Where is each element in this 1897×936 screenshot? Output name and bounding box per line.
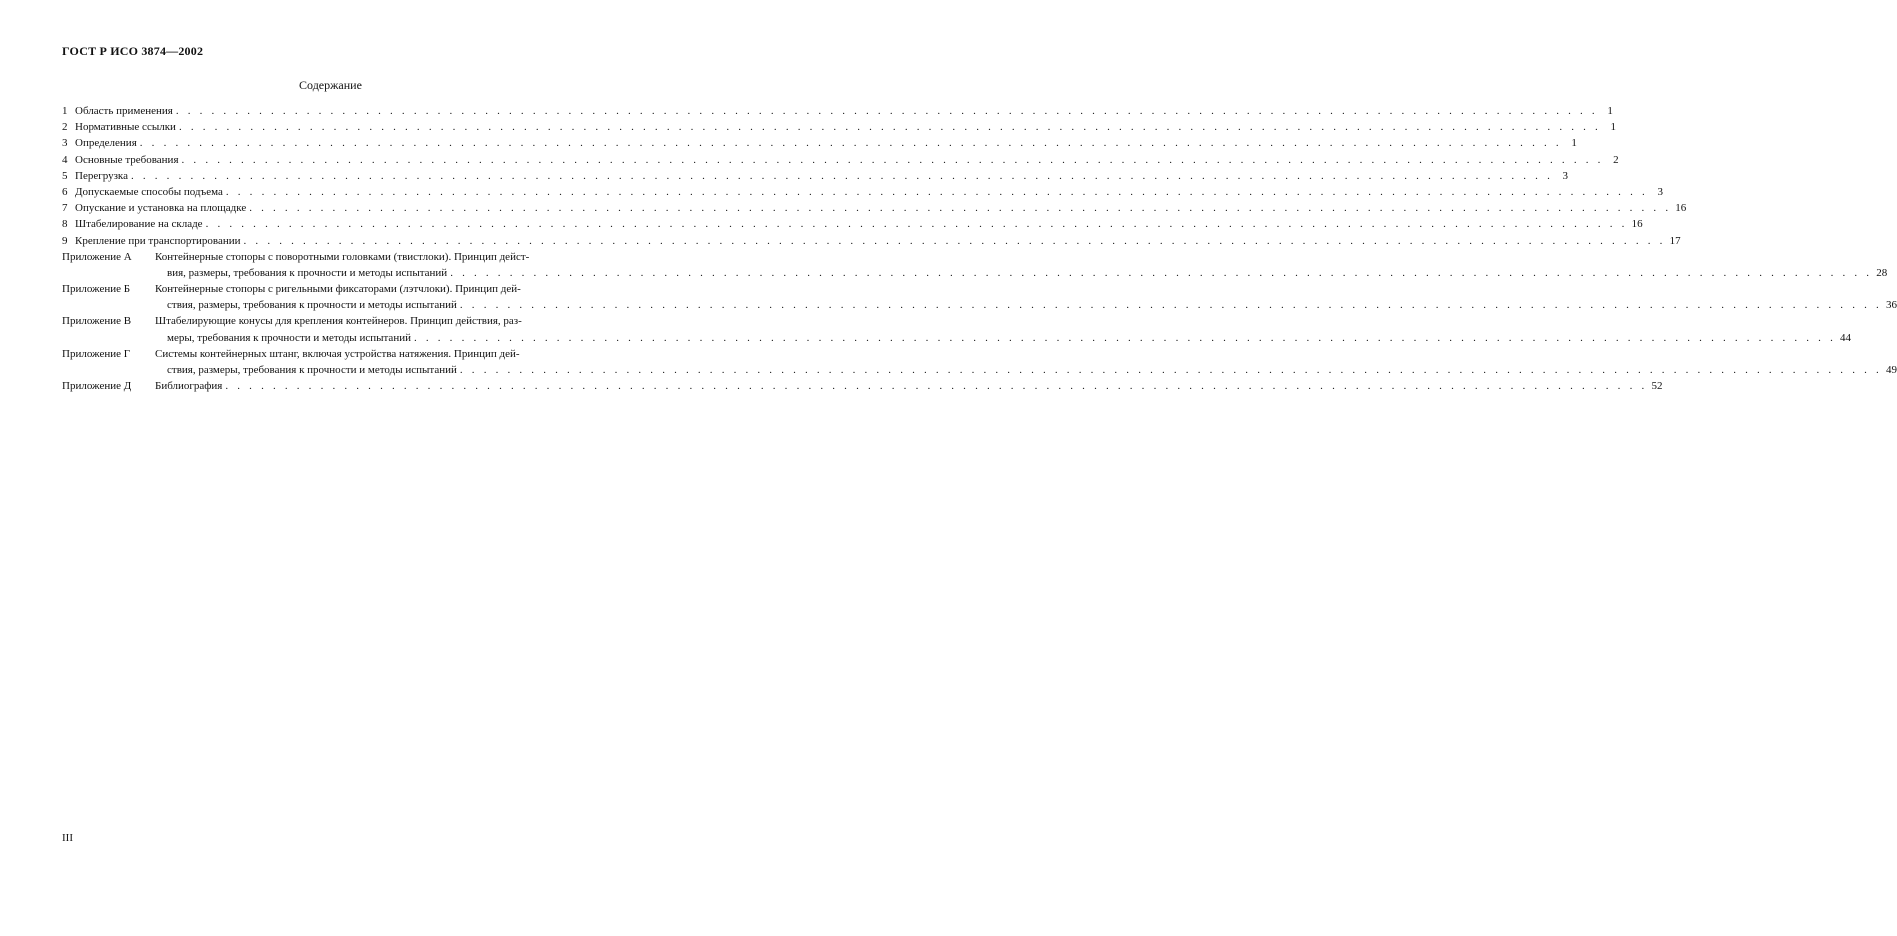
toc-entry-page: 49 [1885, 364, 1897, 376]
dot-leader [131, 168, 1553, 184]
toc-entry-page: 16 [1631, 218, 1643, 231]
toc-title: Содержание [299, 78, 362, 92]
toc-entry-number: 3 [62, 137, 68, 150]
appendix-prefix: Приложение Д [62, 380, 132, 393]
dot-leader [244, 233, 1666, 249]
appendix-prefix: Приложение Г [62, 347, 131, 360]
dot-leader [206, 216, 1628, 232]
dot-leader [414, 330, 1836, 346]
dot-leader [179, 119, 1601, 135]
dot-leader [249, 200, 1671, 216]
toc-entry-label: Опускание и установка на площадке [75, 202, 247, 215]
toc-appendix-b[interactable] [62, 281, 1897, 313]
appendix-title-line1: Контейнерные стопоры с поворотными головками (твистлоки). Принцип дейст- [155, 250, 530, 263]
appendix-title-line2: меры, требования к прочности и методы испытаний [167, 331, 411, 344]
appendix-prefix: Приложение В [62, 315, 132, 328]
toc-entry-5[interactable] [62, 168, 1569, 184]
toc-entry-8[interactable] [62, 216, 1643, 232]
toc-entry-page: 3 [1657, 185, 1663, 198]
appendix-title-line2: ствия, размеры, требования к прочности и методы испытаний [167, 299, 457, 312]
appendix-prefix: Приложение А [62, 250, 132, 263]
toc-appendix-v[interactable] [62, 313, 1852, 345]
appendix-title-line1: Системы контейнерных штанг, включая устройства натяжения. Принцип дей- [155, 347, 520, 360]
toc-entry-page: 28 [1876, 266, 1888, 279]
toc-entry-2[interactable] [62, 119, 1616, 135]
toc-entry-number: 5 [62, 169, 68, 182]
toc-entry-number: 8 [62, 218, 68, 231]
appendix-prefix: Приложение Б [62, 283, 131, 296]
toc-entry-label: Перегрузка [75, 169, 128, 182]
toc-entry-3[interactable] [62, 135, 1577, 151]
toc-entry-number: 9 [62, 234, 68, 247]
toc-entry-page: 1 [1607, 105, 1613, 117]
toc-entry-label: Нормативные ссылки [75, 121, 176, 134]
toc-entry-label: Область применения [75, 105, 173, 117]
dot-leader [460, 362, 1882, 378]
toc-entry-number: 4 [62, 153, 68, 166]
toc-appendix-d[interactable] [62, 378, 1663, 394]
appendix-title-line1: Контейнерные стопоры с ригельными фиксаторами (лэтчлоки). Принцип дей- [155, 283, 521, 296]
toc-entry-number: 2 [62, 121, 68, 134]
toc-appendix-a[interactable] [62, 249, 1888, 281]
toc-entry-label: Крепление при транспортировании [75, 234, 241, 247]
toc-entry-page: 16 [1675, 202, 1687, 215]
toc-entry-page: 36 [1885, 299, 1897, 312]
toc-entry-page: 52 [1651, 380, 1663, 393]
toc-entry-6[interactable] [62, 184, 1663, 200]
dot-leader [182, 152, 1604, 168]
dot-leader [226, 184, 1648, 200]
document-code: ГОСТ Р ИСО 3874—2002 [62, 44, 204, 58]
toc-entry-page: 1 [1610, 121, 1616, 134]
toc-entry-4[interactable] [62, 152, 1619, 168]
toc-entry-label: Библиография [155, 380, 223, 393]
dot-leader [140, 135, 1562, 151]
dot-leader [450, 265, 1872, 281]
toc-entry-page: 3 [1562, 169, 1569, 182]
toc-entry-label: Основные требования [75, 153, 179, 166]
toc-entry-7[interactable] [62, 200, 1687, 216]
dot-leader [225, 378, 1647, 394]
toc-entry-page: 44 [1840, 331, 1852, 344]
toc-entry-number: 1 [62, 105, 68, 117]
toc-appendix-g[interactable] [62, 346, 1897, 378]
toc-entry-1[interactable] [62, 103, 1613, 119]
table-of-contents [62, 103, 1897, 394]
page-number: III [62, 832, 73, 844]
toc-entry-number: 7 [62, 202, 68, 215]
toc-entry-9[interactable] [62, 233, 1681, 249]
toc-entry-page: 1 [1571, 137, 1577, 150]
toc-entry-page: 2 [1613, 153, 1619, 166]
dot-leader [460, 297, 1882, 313]
toc-entry-label: Определения [75, 137, 137, 150]
appendix-title-line2: вия, размеры, требования к прочности и методы испытаний [167, 266, 448, 279]
toc-entry-label: Допускаемые способы подъема [75, 185, 223, 198]
appendix-title-line1: Штабелирующие конусы для крепления контейнеров. Принцип действия, раз- [155, 315, 522, 328]
toc-entry-page: 17 [1669, 234, 1681, 247]
toc-entry-number: 6 [62, 185, 68, 198]
appendix-title-line2: ствия, размеры, требования к прочности и методы испытаний [167, 364, 457, 376]
toc-entry-label: Штабелирование на складе [75, 218, 203, 231]
dot-leader [176, 103, 1598, 119]
